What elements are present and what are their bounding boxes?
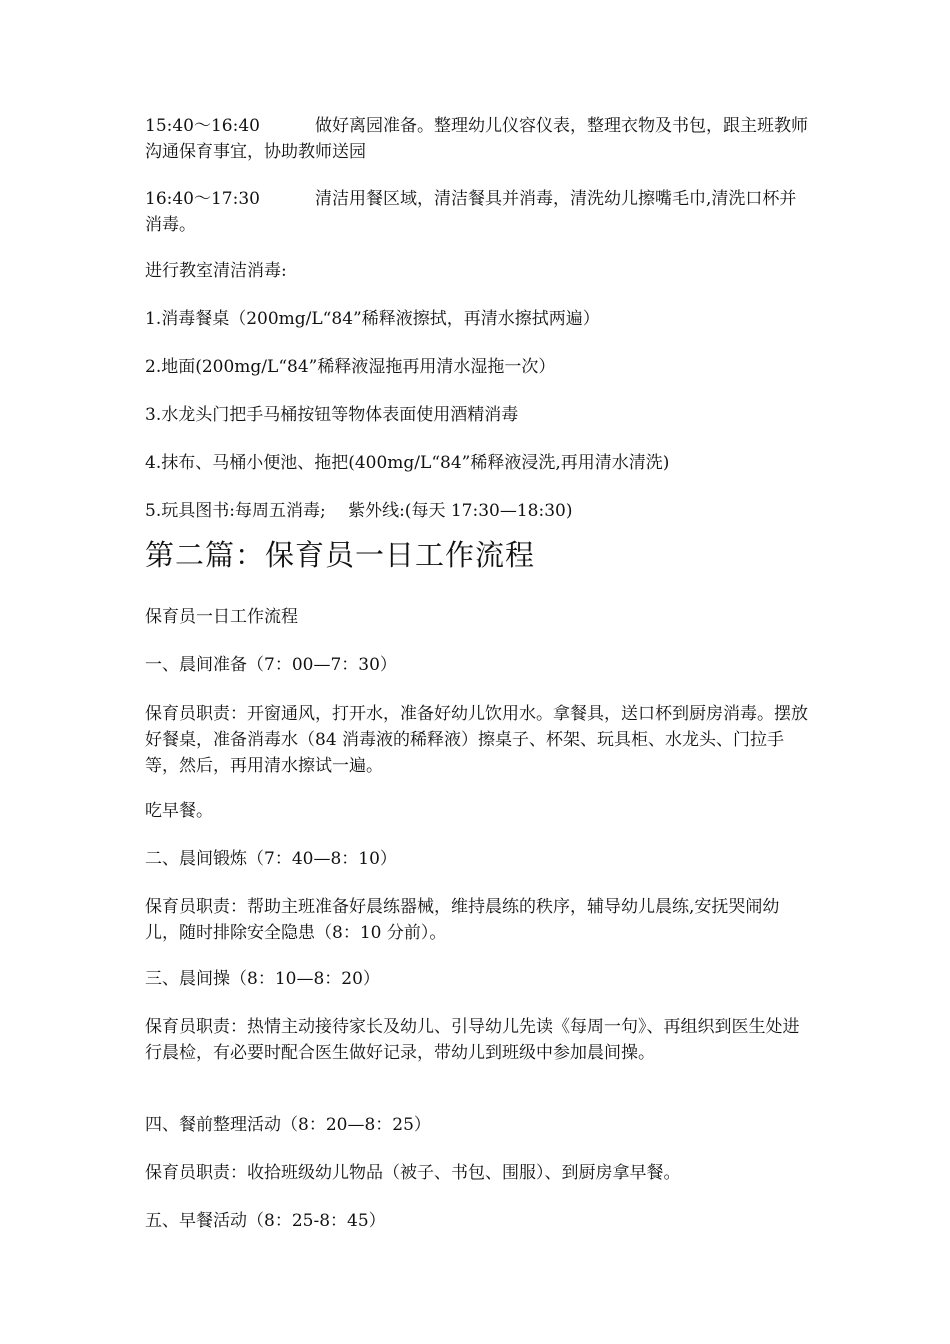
section-body: 保育员职责：开窗通风，打开水，准备好幼儿饮用水。拿餐具，送口杯到厨房消毒。摆放好餐桌，准备消毒水（84 消毒液的稀释液）擦桌子、杯架、玩具柜、水龙头、门拉手等，然后，再用清水擦试一遍。 <box>145 704 808 776</box>
schedule-text: 做好离园准备。整理幼儿仪容仪表，整理衣物及书包，跟主班教师沟通保育事宜，协助教师送园 <box>145 116 808 162</box>
schedule-text: 清洁用餐区域，清洁餐具并消毒，清洗幼儿擦嘴毛巾,清洗口杯并消毒。 <box>145 189 797 235</box>
schedule-entry <box>145 186 810 238</box>
disinfection-item: 4.抹布、马桶小便池、拖把(400mg/L“84”稀释液浸洗,再用清水清洗) <box>145 453 670 473</box>
section-heading: 二、晨间锻炼（7：40—8：10） <box>145 849 397 869</box>
section-body: 保育员职责：收拾班级幼儿物品（被子、书包、围服）、到厨房拿早餐。 <box>145 1163 681 1183</box>
section-heading: 三、晨间操（8：10—8：20） <box>145 969 380 989</box>
disinfection-item: 2.地面(200mg/L“84”稀释液湿拖再用清水湿拖一次） <box>145 357 556 377</box>
section-heading: 五、早餐活动（8：25-8：45） <box>145 1211 386 1231</box>
section-heading: 一、晨间准备（7：00—7：30） <box>145 655 397 675</box>
section-body: 保育员职责：热情主动接待家长及幼儿、引导幼儿先读《每周一句》、再组织到医生处进行晨检，有必要时配合医生做好记录，带幼儿到班级中参加晨间操。 <box>145 1017 800 1063</box>
disinfection-item: 5.玩具图书:每周五消毒; 紫外线:(每天 17:30—18:30) <box>145 501 573 521</box>
chapter-subtitle: 保育员一日工作流程 <box>145 607 298 627</box>
disinfection-item: 3.水龙头门把手马桶按钮等物体表面使用酒精消毒 <box>145 405 519 425</box>
disinfection-intro: 进行教室清洁消毒: <box>145 261 287 281</box>
schedule-time: 16:40～17:30 <box>145 189 260 209</box>
schedule-time: 15:40～16:40 <box>145 116 260 136</box>
schedule-entry <box>145 113 810 165</box>
chapter-heading: 第二篇：保育员一日工作流程 <box>145 538 536 572</box>
section-heading: 四、餐前整理活动（8：20—8：25） <box>145 1115 431 1135</box>
section-body: 吃早餐。 <box>145 801 213 821</box>
disinfection-item: 1.消毒餐桌（200mg/L“84”稀释液擦拭，再清水擦拭两遍） <box>145 309 600 329</box>
section-body: 保育员职责：帮助主班准备好晨练器械，维持晨练的秩序，辅导幼儿晨练,安抚哭闹幼儿，随时排除安全隐患（8：10 分前）。 <box>145 897 780 943</box>
